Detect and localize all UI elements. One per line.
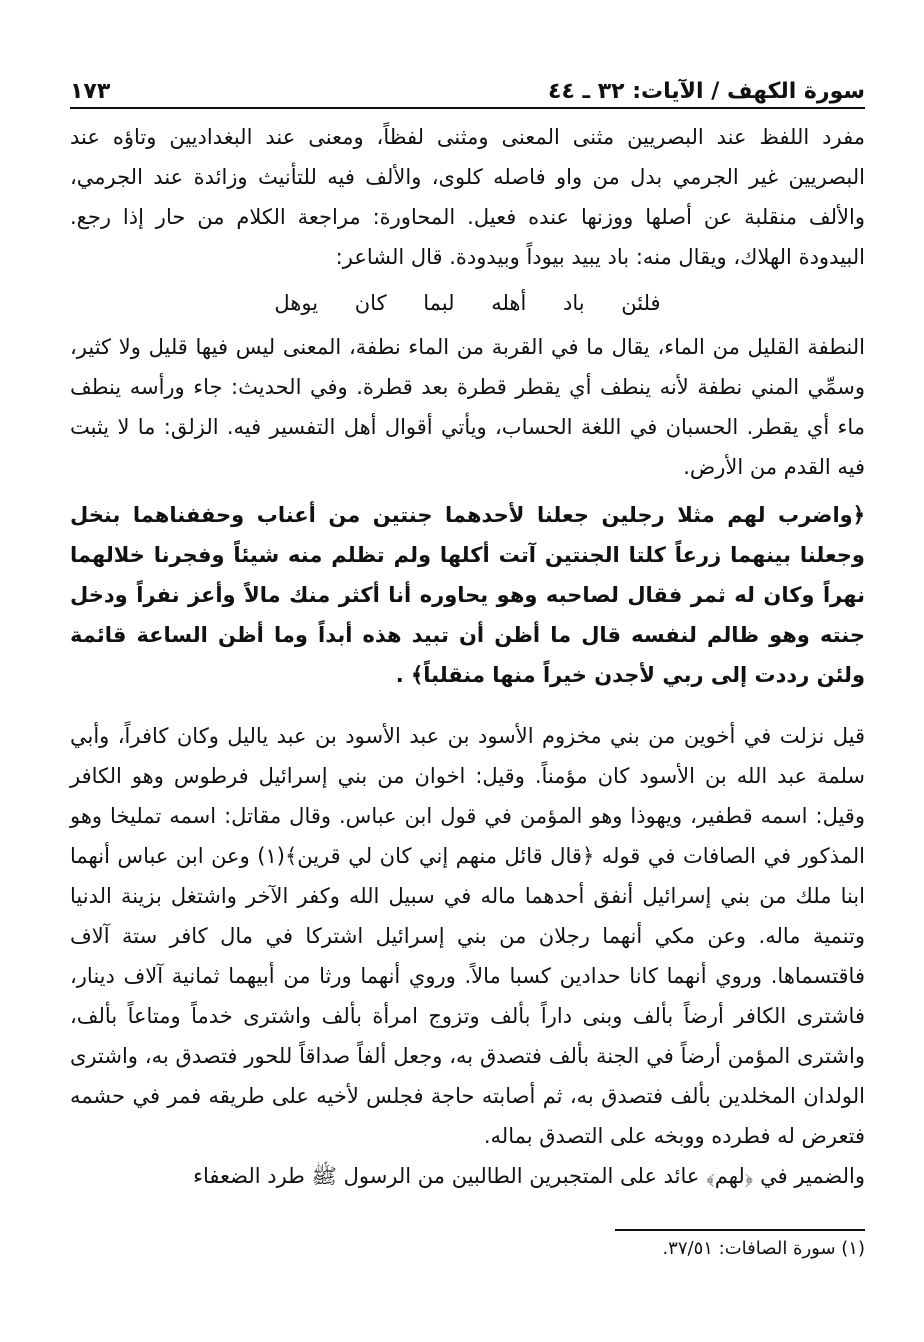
paragraph-tafsir: قيل نزلت في أخوين من بني مخزوم الأسود بن عبد الأسود بن عبد ياليل وكان كافراً، وأبي سلمة عبد الله بن الأسود كان مؤمناً. وقيل: اخوان من بني إسرائيل فرطوس وهو الكافر وقيل: اسمه قطفير، ويهوذا وهو المؤمن في قول ابن عباس. وقال مقاتل: اسمه تمليخا وهو المذكور في الصافات في قوله ﴿قال قائل منهم إني كان لي قرين﴾(١) وعن ابن عباس أنهما ابنا ملك من بني إسرائيل أنفق أحدهما ماله في سبيل الله وكفر الآخر واشتغل بزينة الدنيا وتنمية ماله. وعن مكي أنهما رجلان من بني إسرائيل اشتركا في مال كافر ستة آلاف فاقتسماها. وروي أنهما كانا حدادين كسبا مالاً. وروي أنهما ورثا من أبيهما ثمانية آلاف دينار، فاشترى الكافر أرضاً بألف وبنى داراً بألف وتزوج امرأة بألف واشترى خدماً ومتاعاً بألف، واشترى المؤمن أرضاً في الجنة بألف فتصدق به، وجعل ألفاً صداقاً للحور فتصدق به، واشترى الولدان المخلدين بألف فتصدق به، ثم أصابته حاجة فجلس لأخيه على طريقه فمر في حشمه فتعرض له فطرده ووبخه على التصدق بماله. [70, 724, 865, 1148]
paragraph-lexical: مفرد اللفظ عند البصريين مثنى المعنى ومثنى لفظاً، ومعنى عند البغداديين وتاؤه عند البصريين غير الجرمي بدل من واو فاصله كلوى، والألف فيه للتأنيث وزائدة عند الجرمي، والألف منقلبة عن أصلها ووزنها عنده فعيل. المحاورة: مراجعة الكلام من حار إذا رجع. البيدودة الهلاك، ويقال منه: باد يبيد بيوداً وبيدودة. قال الشاعر: [70, 125, 865, 269]
chapter-title: سورة الكهف / الآيات: ٣٢ ـ ٤٤ [548, 79, 865, 104]
paragraph-nutfa: النطفة القليل من الماء، يقال ما في القربة من الماء نطفة، المعنى ليس فيها قليل ولا كثير، وسمِّي المني نطفة لأنه ينطف أي يقطر قطرة بعد قطرة. وفي الحديث: جاء ورأسه ينطف ماء أي يقطر. الحسبان في اللغة الحساب، ويأتي أقوال أهل التفسير فيه. الزلق: ما لا يثبت فيه القدم من الأرض. [70, 335, 865, 479]
footnote-divider [615, 1229, 865, 1231]
book-page [70, 70, 865, 1259]
footnote: (١) سورة الصافات: ٣٧/٥١. [662, 1238, 865, 1259]
page-number: ١٧٣ [70, 79, 111, 104]
quran-verse-block: ﴿واضرب لهم مثلا رجلين جعلنا لأحدهما جنتين من أعناب وحففناهما بنخل وجعلنا بينهما زرعاً كلتا الجنتين آتت أكلها ولم تظلم منه شيئاً وفجرنا خلالهما نهراً وكان له ثمر فقال لصاحبه وهو يحاوره أنا أكثر منك مالاً وأعز نفراً ودخل جنته وهو ظالم لنفسه قال ما أظن أن تبيد هذه أبداً وما أظن الساعة قائمة ولئن رددت إلى ربي لأجدن خيراً منها منقلباً﴾ . [70, 503, 865, 687]
paragraph-pronoun: والضمير في ﴿لهم﴾ عائد على المتجبرين الطالبين من الرسول ﷺ طرد الضعفاء [193, 1164, 865, 1188]
running-header [70, 70, 865, 109]
poetry-verse: فلئن باد أهله لبما كان يوهل [274, 291, 661, 315]
